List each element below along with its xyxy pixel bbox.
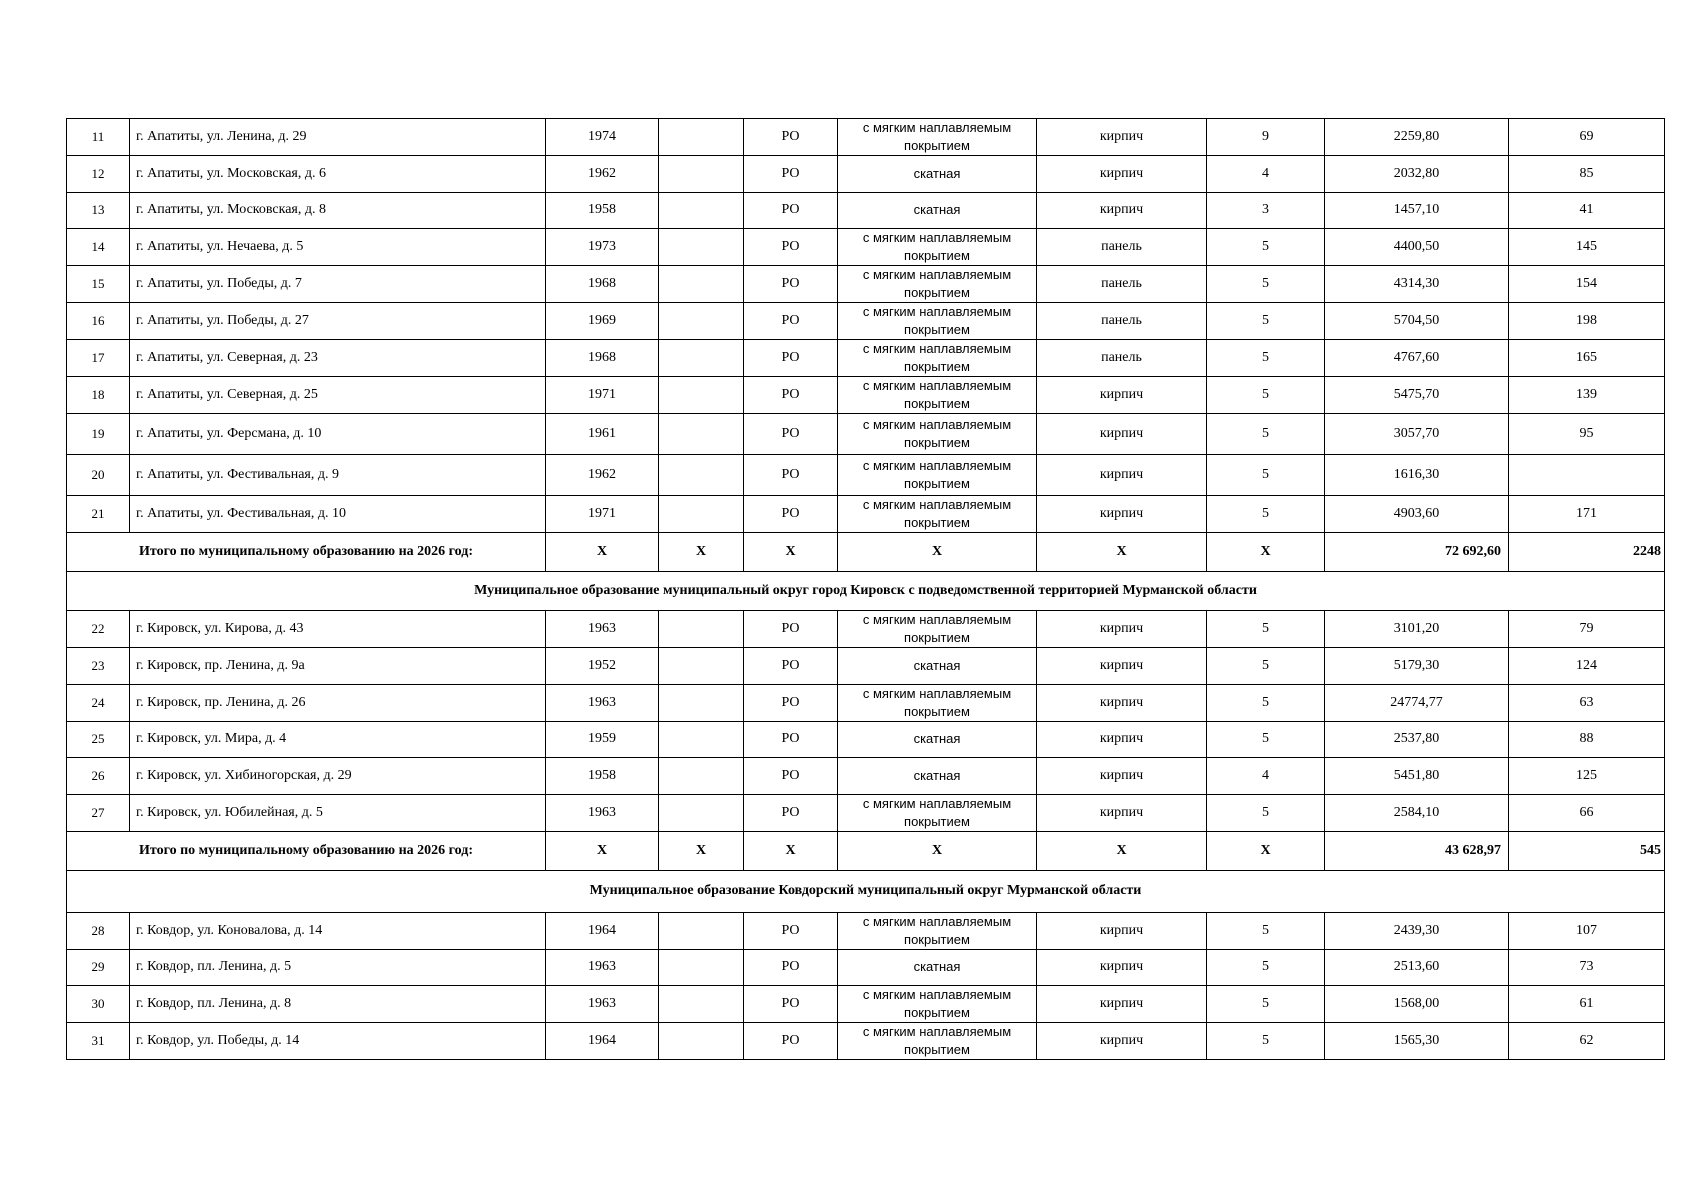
type-cell: РО [744,1023,838,1060]
total-area-cell: 43 628,97 [1325,831,1509,870]
material-cell: панель [1037,303,1207,340]
total-x-cell: X [744,533,838,572]
year-cell: 1961 [546,414,659,455]
material-cell: панель [1037,340,1207,377]
row-number: 12 [67,156,130,193]
row-number: 22 [67,611,130,648]
roof-cell: с мягким наплавляемым покрытием [838,340,1037,377]
table-row [67,721,1665,758]
area-cell: 5704,50 [1325,303,1509,340]
empty-cell [659,1023,744,1060]
roof-cell: с мягким наплавляемым покрытием [838,455,1037,496]
residents-cell: 107 [1509,912,1665,949]
empty-cell [659,721,744,758]
roof-cell: с мягким наплавляемым покрытием [838,496,1037,533]
residents-cell: 171 [1509,496,1665,533]
area-cell: 2584,10 [1325,794,1509,831]
residents-cell: 95 [1509,414,1665,455]
total-residents-cell: 2248 [1509,533,1665,572]
empty-cell [659,986,744,1023]
residents-cell [1509,455,1665,496]
type-cell: РО [744,949,838,986]
type-cell: РО [744,721,838,758]
empty-cell [659,229,744,266]
area-cell: 24774,77 [1325,684,1509,721]
material-cell: кирпич [1037,156,1207,193]
table-row [67,455,1665,496]
address-cell: г. Апатиты, ул. Северная, д. 25 [130,377,546,414]
type-cell: РО [744,794,838,831]
residents-cell: 124 [1509,648,1665,685]
area-cell: 2537,80 [1325,721,1509,758]
empty-cell [659,648,744,685]
year-cell: 1964 [546,912,659,949]
row-number: 28 [67,912,130,949]
address-cell: г. Апатиты, ул. Фестивальная, д. 10 [130,496,546,533]
area-cell: 2032,80 [1325,156,1509,193]
year-cell: 1963 [546,611,659,648]
row-number: 21 [67,496,130,533]
area-cell: 3101,20 [1325,611,1509,648]
address-cell: г. Кировск, ул. Мира, д. 4 [130,721,546,758]
table-row [67,156,1665,193]
residents-cell: 63 [1509,684,1665,721]
address-cell: г. Апатиты, ул. Ленина, д. 29 [130,119,546,156]
floors-cell: 5 [1207,611,1325,648]
total-x-cell: X [1207,831,1325,870]
residents-cell: 139 [1509,377,1665,414]
empty-cell [659,414,744,455]
table-row [67,758,1665,795]
table-row [67,611,1665,648]
area-cell: 5475,70 [1325,377,1509,414]
area-cell: 5179,30 [1325,648,1509,685]
residents-cell: 69 [1509,119,1665,156]
total-x-cell: X [546,831,659,870]
table-row [67,684,1665,721]
empty-cell [659,156,744,193]
area-cell: 4400,50 [1325,229,1509,266]
row-number: 13 [67,192,130,229]
roof-cell: скатная [838,192,1037,229]
material-cell: кирпич [1037,648,1207,685]
roof-cell: с мягким наплавляемым покрытием [838,986,1037,1023]
total-row [67,533,1665,572]
year-cell: 1963 [546,949,659,986]
address-cell: г. Апатиты, ул. Московская, д. 6 [130,156,546,193]
section-header-row [67,572,1665,611]
table-row [67,496,1665,533]
material-cell: кирпич [1037,949,1207,986]
table-row [67,377,1665,414]
total-label: Итого по муниципальному образованию на 2026 год: [67,831,546,870]
total-x-cell: X [1037,533,1207,572]
residents-cell: 41 [1509,192,1665,229]
year-cell: 1952 [546,648,659,685]
roof-cell: с мягким наплавляемым покрытием [838,794,1037,831]
floors-cell: 4 [1207,156,1325,193]
total-x-cell: X [1207,533,1325,572]
type-cell: РО [744,377,838,414]
table-row [67,266,1665,303]
row-number: 11 [67,119,130,156]
year-cell: 1964 [546,1023,659,1060]
housing-register-sheet [66,118,1664,1060]
type-cell: РО [744,912,838,949]
year-cell: 1958 [546,758,659,795]
floors-cell: 5 [1207,1023,1325,1060]
total-x-cell: X [838,533,1037,572]
row-number: 23 [67,648,130,685]
residents-cell: 85 [1509,156,1665,193]
row-number: 15 [67,266,130,303]
floors-cell: 5 [1207,684,1325,721]
year-cell: 1969 [546,303,659,340]
empty-cell [659,949,744,986]
address-cell: г. Кировск, ул. Кирова, д. 43 [130,611,546,648]
area-cell: 3057,70 [1325,414,1509,455]
type-cell: РО [744,648,838,685]
row-number: 25 [67,721,130,758]
material-cell: кирпич [1037,414,1207,455]
floors-cell: 5 [1207,414,1325,455]
material-cell: кирпич [1037,611,1207,648]
residents-cell: 198 [1509,303,1665,340]
address-cell: г. Кировск, пр. Ленина, д. 9а [130,648,546,685]
address-cell: г. Апатиты, ул. Ферсмана, д. 10 [130,414,546,455]
residents-cell: 145 [1509,229,1665,266]
year-cell: 1958 [546,192,659,229]
row-number: 19 [67,414,130,455]
table-row [67,648,1665,685]
address-cell: г. Кировск, ул. Хибиногорская, д. 29 [130,758,546,795]
area-cell: 1457,10 [1325,192,1509,229]
table-row [67,986,1665,1023]
row-number: 29 [67,949,130,986]
year-cell: 1962 [546,455,659,496]
year-cell: 1968 [546,266,659,303]
empty-cell [659,455,744,496]
empty-cell [659,684,744,721]
area-cell: 4767,60 [1325,340,1509,377]
roof-cell: скатная [838,156,1037,193]
table-row [67,340,1665,377]
table-row [67,303,1665,340]
floors-cell: 5 [1207,912,1325,949]
year-cell: 1959 [546,721,659,758]
area-cell: 2513,60 [1325,949,1509,986]
year-cell: 1963 [546,986,659,1023]
empty-cell [659,794,744,831]
table-row [67,912,1665,949]
residents-cell: 79 [1509,611,1665,648]
material-cell: кирпич [1037,455,1207,496]
table-row [67,794,1665,831]
residents-cell: 73 [1509,949,1665,986]
area-cell: 4314,30 [1325,266,1509,303]
floors-cell: 5 [1207,303,1325,340]
material-cell: кирпич [1037,986,1207,1023]
area-cell: 1616,30 [1325,455,1509,496]
roof-cell: скатная [838,949,1037,986]
address-cell: г. Апатиты, ул. Победы, д. 27 [130,303,546,340]
type-cell: РО [744,119,838,156]
address-cell: г. Апатиты, ул. Победы, д. 7 [130,266,546,303]
address-cell: г. Апатиты, ул. Нечаева, д. 5 [130,229,546,266]
empty-cell [659,758,744,795]
material-cell: кирпич [1037,1023,1207,1060]
address-cell: г. Апатиты, ул. Московская, д. 8 [130,192,546,229]
section-title: Муниципальное образование муниципальный округ город Кировск с подведомственной территорией Мурманской области [67,572,1665,611]
row-number: 14 [67,229,130,266]
area-cell: 2439,30 [1325,912,1509,949]
year-cell: 1973 [546,229,659,266]
floors-cell: 9 [1207,119,1325,156]
empty-cell [659,377,744,414]
roof-cell: с мягким наплавляемым покрытием [838,414,1037,455]
address-cell: г. Ковдор, ул. Победы, д. 14 [130,1023,546,1060]
empty-cell [659,192,744,229]
area-cell: 4903,60 [1325,496,1509,533]
address-cell: г. Ковдор, пл. Ленина, д. 5 [130,949,546,986]
residents-cell: 165 [1509,340,1665,377]
floors-cell: 5 [1207,721,1325,758]
total-area-cell: 72 692,60 [1325,533,1509,572]
year-cell: 1963 [546,794,659,831]
floors-cell: 5 [1207,266,1325,303]
address-cell: г. Апатиты, ул. Северная, д. 23 [130,340,546,377]
type-cell: РО [744,229,838,266]
year-cell: 1968 [546,340,659,377]
residents-cell: 61 [1509,986,1665,1023]
table-row [67,192,1665,229]
type-cell: РО [744,266,838,303]
address-cell: г. Кировск, пр. Ленина, д. 26 [130,684,546,721]
empty-cell [659,611,744,648]
total-residents-cell: 545 [1509,831,1665,870]
floors-cell: 4 [1207,758,1325,795]
year-cell: 1962 [546,156,659,193]
table-row [67,229,1665,266]
total-label: Итого по муниципальному образованию на 2026 год: [67,533,546,572]
material-cell: кирпич [1037,912,1207,949]
row-number: 30 [67,986,130,1023]
table-row [67,949,1665,986]
empty-cell [659,340,744,377]
row-number: 31 [67,1023,130,1060]
material-cell: панель [1037,266,1207,303]
floors-cell: 5 [1207,949,1325,986]
material-cell: кирпич [1037,794,1207,831]
residents-cell: 154 [1509,266,1665,303]
roof-cell: скатная [838,758,1037,795]
type-cell: РО [744,986,838,1023]
section-title: Муниципальное образование Ковдорский муниципальный округ Мурманской области [67,870,1665,912]
type-cell: РО [744,340,838,377]
floors-cell: 5 [1207,986,1325,1023]
material-cell: панель [1037,229,1207,266]
total-x-cell: X [1037,831,1207,870]
row-number: 20 [67,455,130,496]
material-cell: кирпич [1037,758,1207,795]
type-cell: РО [744,455,838,496]
residents-cell: 88 [1509,721,1665,758]
total-row [67,831,1665,870]
row-number: 17 [67,340,130,377]
type-cell: РО [744,496,838,533]
type-cell: РО [744,303,838,340]
table-row [67,414,1665,455]
floors-cell: 5 [1207,648,1325,685]
table-body [67,119,1665,1060]
roof-cell: с мягким наплавляемым покрытием [838,119,1037,156]
area-cell: 1565,30 [1325,1023,1509,1060]
row-number: 27 [67,794,130,831]
roof-cell: с мягким наплавляемым покрытием [838,1023,1037,1060]
address-cell: г. Ковдор, ул. Коновалова, д. 14 [130,912,546,949]
type-cell: РО [744,156,838,193]
type-cell: РО [744,192,838,229]
roof-cell: с мягким наплавляемым покрытием [838,303,1037,340]
empty-cell [659,912,744,949]
section-header-row [67,870,1665,912]
total-x-cell: X [659,831,744,870]
row-number: 26 [67,758,130,795]
table-row [67,119,1665,156]
roof-cell: с мягким наплавляемым покрытием [838,377,1037,414]
material-cell: кирпич [1037,684,1207,721]
floors-cell: 5 [1207,794,1325,831]
type-cell: РО [744,684,838,721]
floors-cell: 5 [1207,496,1325,533]
empty-cell [659,496,744,533]
row-number: 18 [67,377,130,414]
floors-cell: 5 [1207,340,1325,377]
roof-cell: с мягким наплавляемым покрытием [838,229,1037,266]
empty-cell [659,266,744,303]
residents-cell: 66 [1509,794,1665,831]
total-x-cell: X [659,533,744,572]
total-x-cell: X [546,533,659,572]
type-cell: РО [744,414,838,455]
empty-cell [659,303,744,340]
residents-cell: 62 [1509,1023,1665,1060]
address-cell: г. Ковдор, пл. Ленина, д. 8 [130,986,546,1023]
roof-cell: скатная [838,648,1037,685]
floors-cell: 5 [1207,229,1325,266]
material-cell: кирпич [1037,192,1207,229]
material-cell: кирпич [1037,119,1207,156]
area-cell: 5451,80 [1325,758,1509,795]
year-cell: 1971 [546,377,659,414]
material-cell: кирпич [1037,377,1207,414]
material-cell: кирпич [1037,721,1207,758]
empty-cell [659,119,744,156]
total-x-cell: X [744,831,838,870]
residents-cell: 125 [1509,758,1665,795]
floors-cell: 5 [1207,455,1325,496]
area-cell: 1568,00 [1325,986,1509,1023]
address-cell: г. Кировск, ул. Юбилейная, д. 5 [130,794,546,831]
total-x-cell: X [838,831,1037,870]
year-cell: 1974 [546,119,659,156]
row-number: 24 [67,684,130,721]
roof-cell: скатная [838,721,1037,758]
housing-register-table [66,118,1665,1060]
type-cell: РО [744,611,838,648]
roof-cell: с мягким наплавляемым покрытием [838,684,1037,721]
floors-cell: 5 [1207,377,1325,414]
row-number: 16 [67,303,130,340]
roof-cell: с мягким наплавляемым покрытием [838,611,1037,648]
type-cell: РО [744,758,838,795]
area-cell: 2259,80 [1325,119,1509,156]
year-cell: 1963 [546,684,659,721]
floors-cell: 3 [1207,192,1325,229]
roof-cell: с мягким наплавляемым покрытием [838,266,1037,303]
table-row [67,1023,1665,1060]
year-cell: 1971 [546,496,659,533]
address-cell: г. Апатиты, ул. Фестивальная, д. 9 [130,455,546,496]
roof-cell: с мягким наплавляемым покрытием [838,912,1037,949]
material-cell: кирпич [1037,496,1207,533]
